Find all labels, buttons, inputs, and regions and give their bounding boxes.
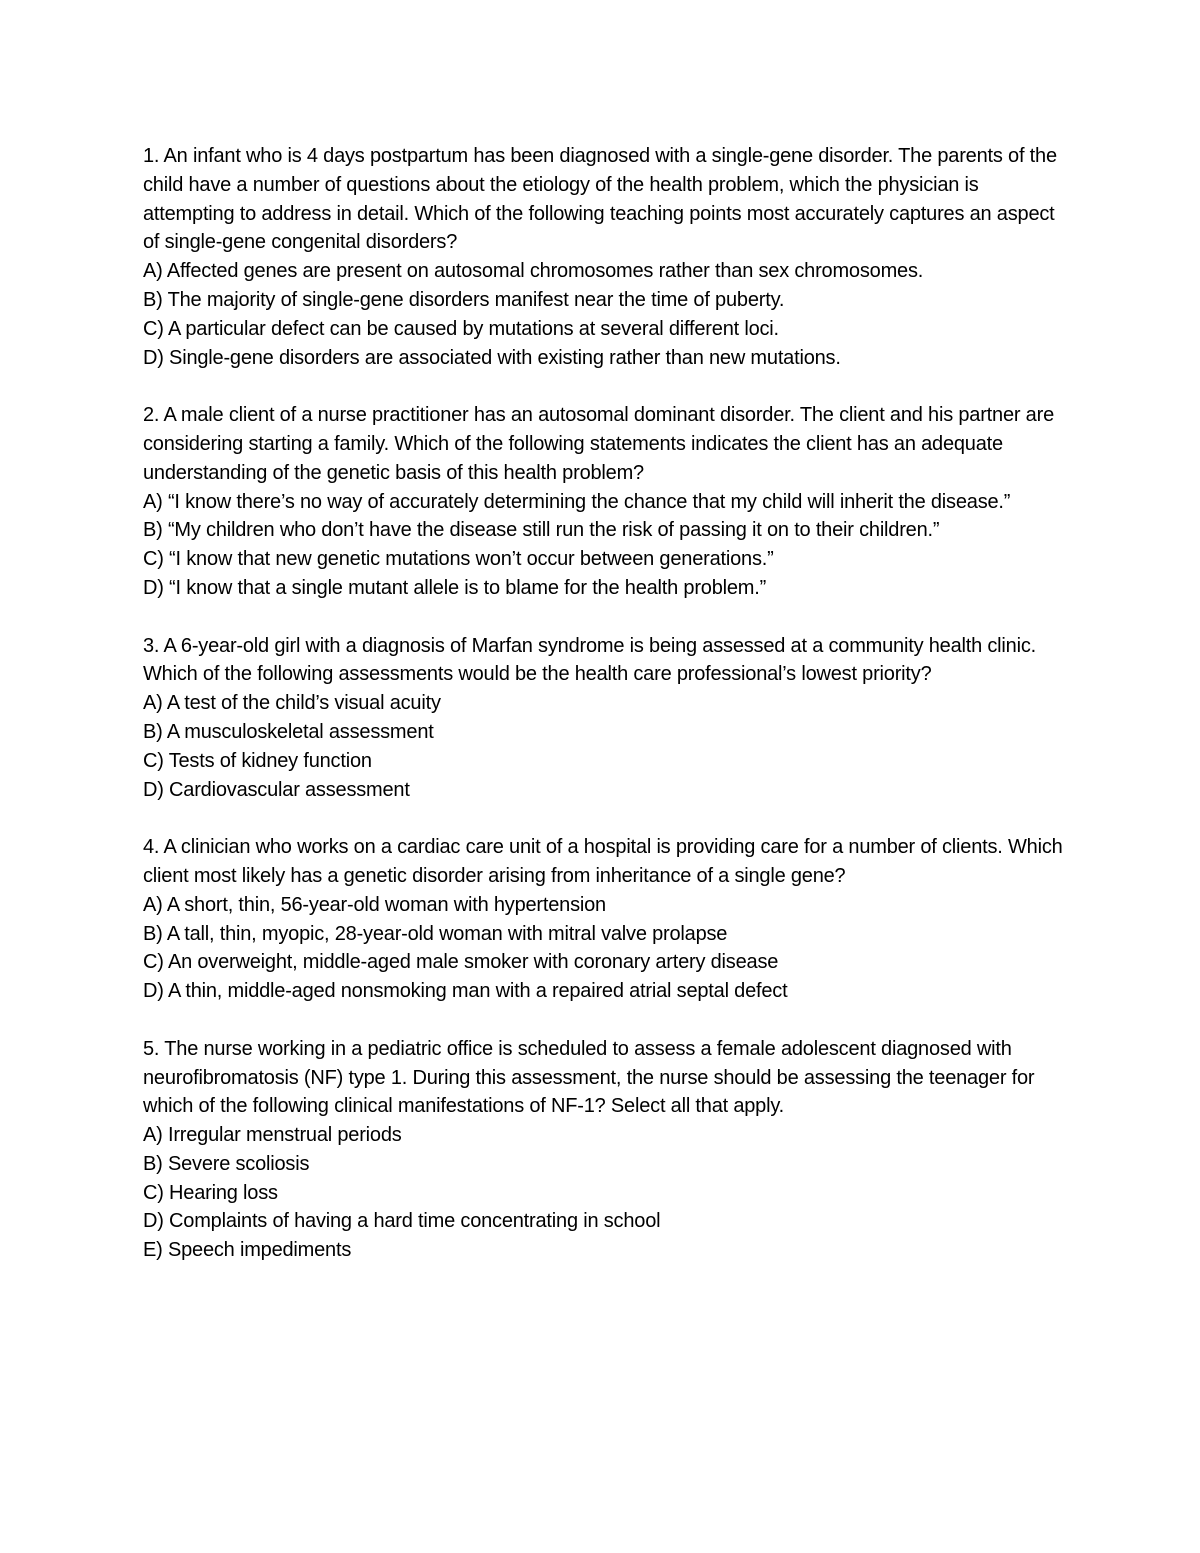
question-4: [143, 833, 1068, 1006]
answer-option: C) “I know that new genetic mutations won’t occur between generations.”: [143, 548, 774, 571]
answer-option: C) A particular defect can be caused by mutations at several different loci.: [143, 317, 779, 340]
answer-option: C) An overweight, middle-aged male smoker with coronary artery disease: [143, 951, 779, 974]
answer-option: A) “I know there’s no way of accurately determining the chance that my child will inherit the disease.”: [143, 490, 1011, 513]
question-3: [143, 632, 1068, 805]
answer-option: D) Complaints of having a hard time concentrating in school: [143, 1210, 661, 1233]
question-stem: 5. The nurse working in a pediatric office is scheduled to assess a female adolescent diagnosed with neurofibromatosis (NF) type 1. During this assessment, the nurse should be assessing the teenager for which of the following clinical manifestations of NF-1? Select all that apply.: [143, 1037, 1035, 1118]
answer-option: D) Single-gene disorders are associated with existing rather than new mutations.: [143, 346, 841, 369]
answer-option: B) A tall, thin, myopic, 28-year-old woman with mitral valve prolapse: [143, 922, 728, 945]
answer-option: C) Hearing loss: [143, 1181, 278, 1204]
question-5: [143, 1035, 1068, 1265]
answer-option: C) Tests of kidney function: [143, 749, 372, 772]
answer-option: A) A short, thin, 56-year-old woman with hypertension: [143, 893, 606, 916]
question-2: [143, 401, 1068, 603]
answer-option: B) A musculoskeletal assessment: [143, 720, 434, 743]
answer-option: B) “My children who don’t have the disease still run the risk of passing it on to their children.”: [143, 519, 940, 542]
question-stem: 4. A clinician who works on a cardiac care unit of a hospital is providing care for a number of clients. Which client most likely has a genetic disorder arising from inheritance of a single gene?: [143, 836, 1063, 887]
answer-option: B) The majority of single-gene disorders manifest near the time of puberty.: [143, 288, 785, 311]
answer-option: E) Speech impediments: [143, 1239, 352, 1262]
answer-option: A) A test of the child’s visual acuity: [143, 692, 441, 715]
answer-option: D) Cardiovascular assessment: [143, 778, 410, 801]
answer-option: A) Affected genes are present on autosomal chromosomes rather than sex chromosomes.: [143, 260, 924, 283]
answer-option: D) “I know that a single mutant allele is to blame for the health problem.”: [143, 576, 767, 599]
question-stem: 2. A male client of a nurse practitioner has an autosomal dominant disorder. The client and his partner are considering starting a family. Which of the following statements indicates the client has an adequate understanding of the genetic basis of this health problem?: [143, 404, 1054, 484]
answer-option: B) Severe scoliosis: [143, 1152, 310, 1175]
question-stem: 3. A 6-year-old girl with a diagnosis of Marfan syndrome is being assessed at a community health clinic. Which of the following assessments would be the health care professional’s lowest priority?: [143, 634, 1036, 686]
question-1: [143, 142, 1068, 372]
answer-option: A) Irregular menstrual periods: [143, 1124, 402, 1147]
answer-option: D) A thin, middle-aged nonsmoking man with a repaired atrial septal defect: [143, 980, 788, 1003]
question-list: [143, 142, 1068, 1294]
question-stem: 1. An infant who is 4 days postpartum has been diagnosed with a single-gene disorder. The parents of the child have a number of questions about the etiology of the health problem, which the physician is attempting to address in detail. Which of the following teaching points most accurately captures an aspect of single-gene congenital disorders?: [143, 145, 1057, 254]
